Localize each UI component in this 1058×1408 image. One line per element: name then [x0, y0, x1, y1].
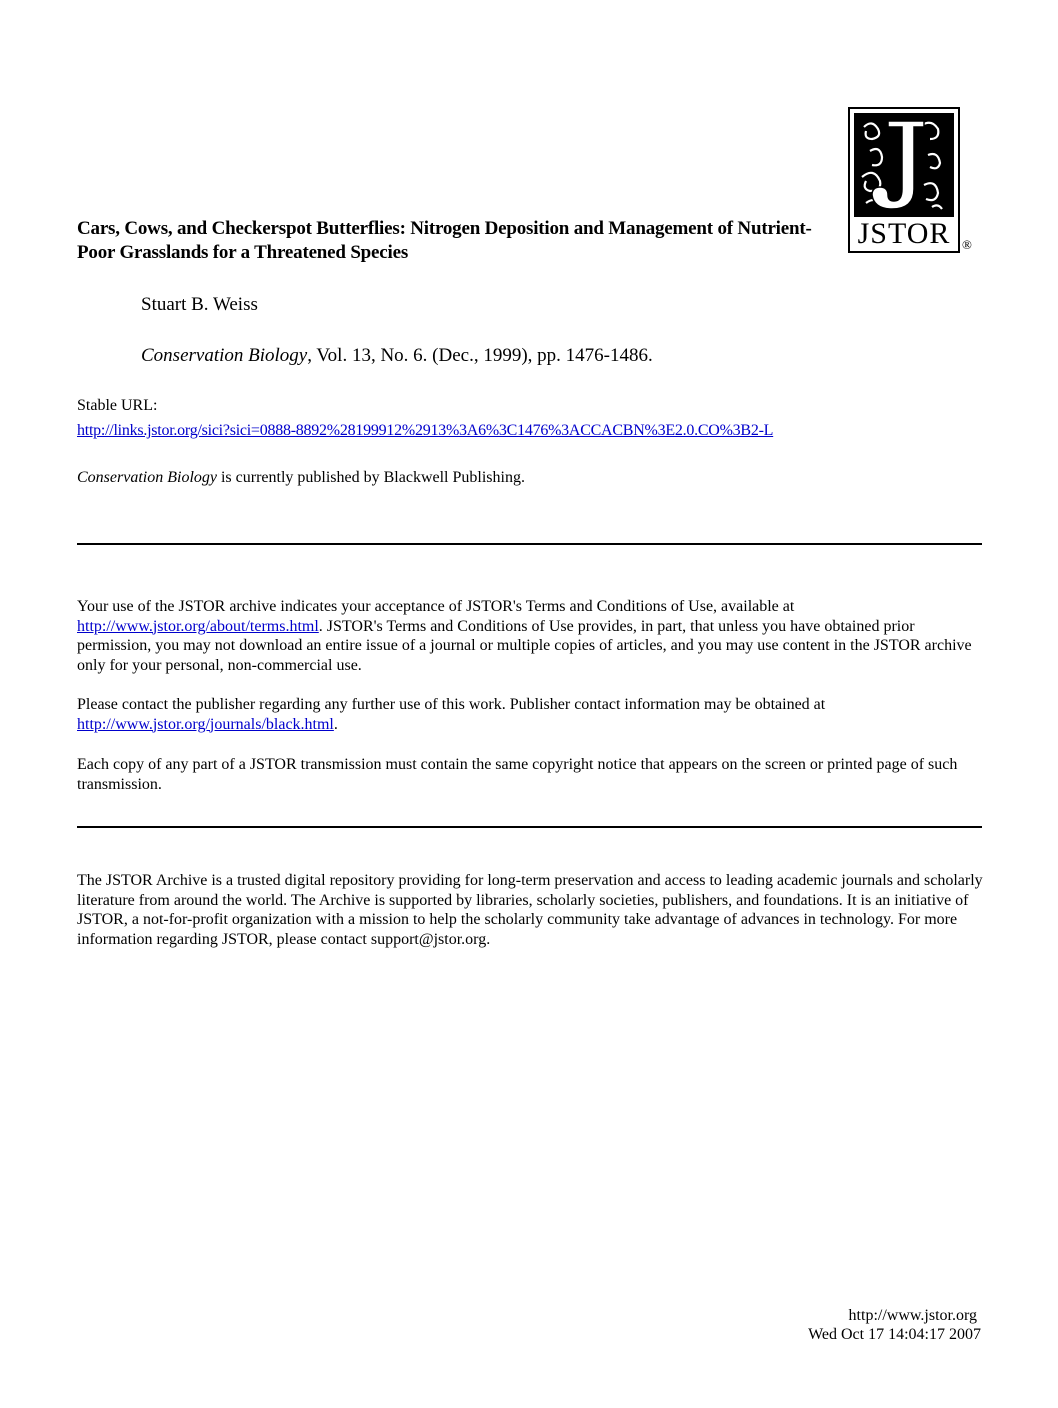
terms-link[interactable]: http://www.jstor.org/about/terms.html — [77, 617, 319, 635]
contact-text-start: Please contact the publisher regarding any further use of this work. Publisher contact information may be obtained at — [77, 696, 826, 713]
footer-url: http://www.jstor.org — [848, 1307, 977, 1324]
terms-paragraph — [77, 597, 987, 675]
publisher-info-link[interactable]: http://www.jstor.org/journals/black.html — [77, 715, 334, 733]
jstor-logo — [848, 107, 960, 253]
article-title: Cars, Cows, and Checkerspot Butterflies: Nitrogen Deposition and Management of Nutrient-Poor Grasslands for a Threatened Species — [77, 218, 812, 263]
stable-url-label: Stable URL: — [77, 397, 158, 414]
stable-url-link[interactable]: http://links.jstor.org/sici?sici=0888-8892%28199912%2913%3A6%3C1476%3ACCACBN%3E2.0.CO%3B2-L — [77, 422, 774, 439]
contact-paragraph — [77, 695, 987, 734]
publisher-statement — [77, 469, 525, 487]
divider-top — [77, 543, 982, 545]
archive-paragraph: The JSTOR Archive is a trusted digital repository providing for long-term preservation and access to leading academic journals and scholarly literature from around the world. The Archive is supported by libraries, scholarly societies, publishers, and foundations. It is an initiative of JSTOR, a not-for-profit organization with a mission to help the scholarly community take advantage of advances in technology. For more information regarding JSTOR, please contact support@jstor.org. — [77, 872, 983, 948]
footer-date: Wed Oct 17 14:04:17 2007 — [808, 1326, 981, 1343]
contact-text-end: . — [333, 715, 338, 733]
article-author: Stuart B. Weiss — [141, 294, 258, 315]
divider-bottom — [77, 826, 982, 828]
terms-text-end: . JSTOR's Terms and Conditions of Use provides, in part, that unless you have obtained prior permission, you may not download an entire issue of a journal or multiple copies of articles, and you may use content in the JSTOR archive only for your personal, non-commercial use. — [77, 617, 972, 674]
journal-name: Conservation Biology — [141, 345, 308, 366]
copyright-paragraph: Each copy of any part of a JSTOR transmission must contain the same copyright notice that appears on the screen or printed page of such transmission. — [77, 756, 958, 793]
svg-text:JSTOR: JSTOR — [857, 217, 951, 250]
citation-details: , Vol. 13, No. 6. (Dec., 1999), pp. 1476-1486. — [307, 345, 653, 366]
stable-url-container — [77, 422, 773, 440]
terms-text-start: Your use of the JSTOR archive indicates your acceptance of JSTOR's Terms and Conditions of Use, available at — [77, 598, 795, 615]
publisher-text: is currently published by Blackwell Publishing. — [216, 469, 525, 486]
registered-mark: ® — [962, 237, 972, 252]
publisher-journal-name: Conservation Biology — [77, 469, 217, 486]
article-citation — [141, 345, 653, 367]
